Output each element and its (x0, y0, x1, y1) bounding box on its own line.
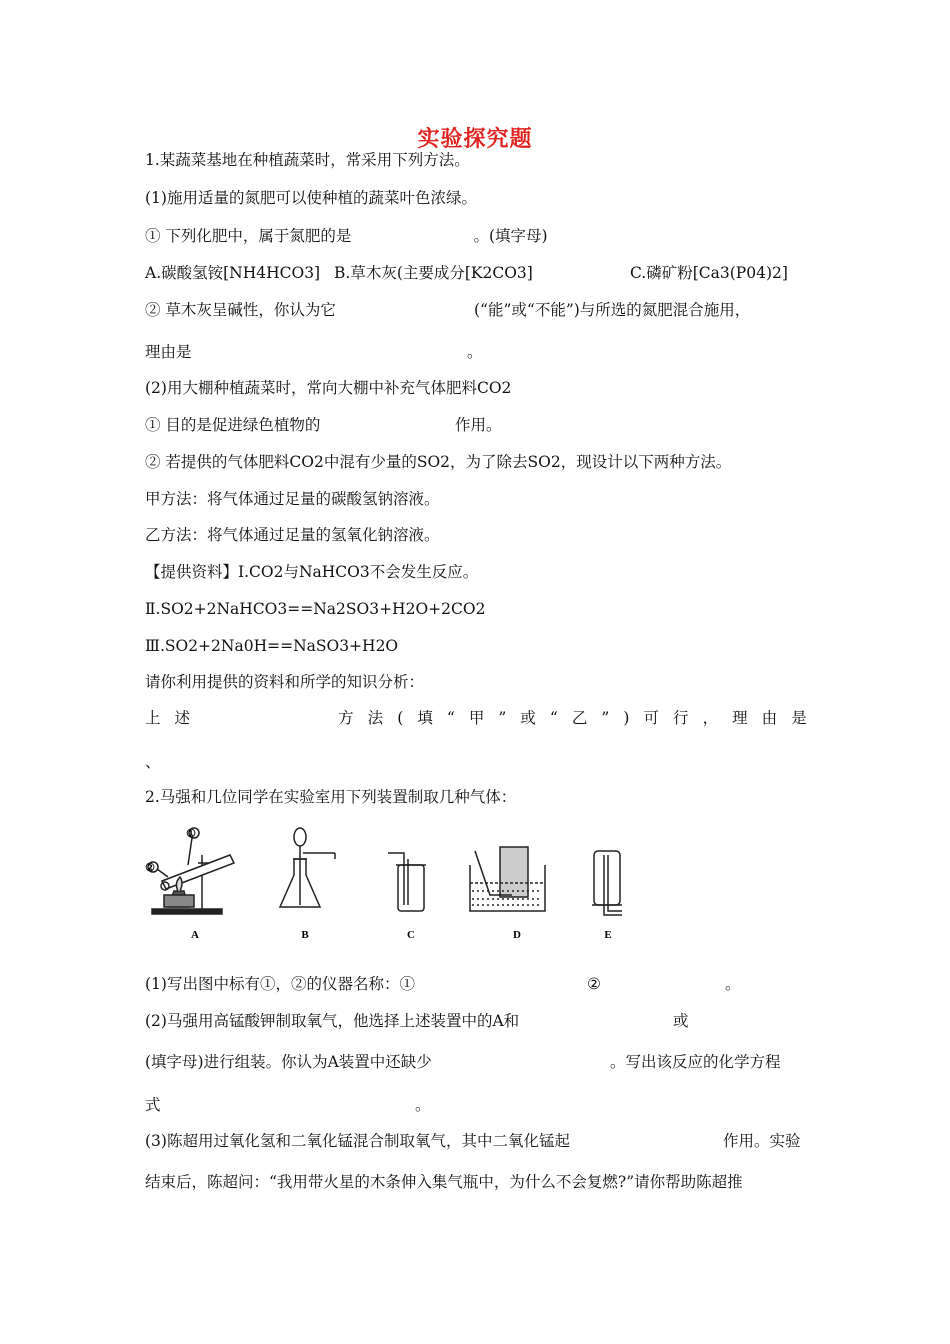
q1-part1-question2-a: ② 草木灰呈碱性，你认为它 (145, 301, 336, 319)
answer-char: ， (702, 709, 719, 727)
answer-char: “ (446, 709, 455, 727)
answer-char: ( (397, 709, 404, 727)
q2-part2-line2-b: 。写出该反应的化学方程 (610, 1053, 781, 1071)
q2-part2-line3-b: 。 (415, 1096, 431, 1114)
apparatus-a (148, 828, 234, 914)
q2-part1-c: 。 (725, 975, 741, 993)
q1-part1: (1)施用适量的氮肥可以使种植的蔬菜叶色浓绿。 (145, 189, 477, 207)
apparatus-c (388, 853, 426, 911)
q1-part2: (2)用大棚种植蔬菜时，常向大棚中补充气体肥料CO2 (145, 379, 512, 397)
q1-method-yi: 乙方法：将气体通过足量的氢氧化钠溶液。 (145, 526, 440, 544)
answer-char: 甲 (468, 709, 485, 727)
q1-reason-label: 理由是 (145, 343, 192, 361)
q1-part1-question2-b: (“能”或“不能”)与所选的氮肥混合施用， (474, 301, 751, 319)
figure-label-d: D (513, 929, 521, 941)
apparatus-b (280, 828, 335, 907)
question-text: 。(填字母) (473, 227, 548, 245)
q1-intro: 1.某蔬菜基地在种植蔬菜时，常采用下列方法。 (145, 151, 470, 169)
q1-trailing-mark: 、 (145, 753, 161, 771)
answer-char: ) (623, 709, 630, 727)
figure-label-e: E (604, 929, 612, 941)
question-text: ① 下列化肥中，属于氮肥的是 (145, 227, 352, 245)
q2-part2-b: 或 (673, 1012, 689, 1030)
answer-char: 或 (520, 709, 536, 727)
q2-part2-line3-a: 式 (145, 1096, 161, 1114)
q2-intro: 2.马强和几位同学在实验室用下列装置制取几种气体： (145, 788, 517, 806)
answer-blank (204, 708, 324, 728)
apparatus-e (592, 851, 622, 915)
figure-label-b: B (301, 929, 309, 941)
answer-char: 方 (338, 709, 354, 727)
q1-part2-question2: ② 若提供的气体肥料CO2中混有少量的SO2，为了除去SO2，现设计以下两种方法。 (145, 453, 732, 471)
q1-part2-question1-b: 作用。 (455, 416, 502, 434)
answer-char: “ (549, 709, 558, 727)
page-title: 实验探究题 (417, 126, 533, 152)
q1-option-a: A.碳酸氢铵[NH4HCO3] (145, 264, 321, 282)
answer-char: 可 (643, 709, 659, 727)
q1-analyze: 请你利用提供的资料和所学的知识分析： (145, 673, 425, 691)
q2-part3-b: 作用。实验 (723, 1132, 801, 1150)
answer-char: 述 (174, 709, 191, 727)
q1-option-b: B.草木灰(主要成分[K2CO3] (334, 264, 533, 282)
q1-info-3: Ⅲ.SO2+2Na0H==NaSO3+H2O (145, 637, 399, 655)
answer-char: 法 (367, 709, 384, 727)
q2-part1-b: ② (587, 975, 601, 993)
answer-char: 乙 (571, 709, 588, 727)
answer-char: 上 (145, 709, 161, 727)
q1-method-jia: 甲方法：将气体通过足量的碳酸氢钠溶液。 (145, 490, 440, 508)
answer-char: ” (601, 709, 610, 727)
apparatus-figure (140, 815, 640, 945)
q1-part2-question1-a: ① 目的是促进绿色植物的 (145, 416, 321, 434)
q2-part3-line2: 结束后，陈超问：“我用带火星的木条伸入集气瓶中，为什么不会复燃?”请你帮助陈超推 (145, 1173, 743, 1191)
marker-2: ② (145, 862, 155, 874)
marker-1: ① (186, 828, 196, 840)
figure-label-a: A (191, 929, 199, 941)
q1-info-1: 【提供资料】I.CO2与NaHCO3不会发生反应。 (145, 563, 479, 581)
figure-label-c: C (407, 929, 415, 941)
answer-char: 行 (673, 709, 689, 727)
answer-char: 填 (417, 709, 433, 727)
q1-answer-line (145, 708, 807, 728)
answer-char: 是 (791, 709, 807, 727)
answer-char: ” (498, 709, 507, 727)
q1-info-2: Ⅱ.SO2+2NaHCO3==Na2SO3+H2O+2CO2 (145, 600, 486, 618)
apparatus-d (470, 847, 545, 911)
q2-part2-line2-a: (填字母)进行组装。你认为A装置中还缺少 (145, 1053, 432, 1071)
q1-reason-end: 。 (467, 343, 483, 361)
answer-char: 由 (761, 709, 778, 727)
answer-char: 理 (732, 709, 748, 727)
q1-option-c: C.磷矿粉[Ca3(P04)2] (630, 264, 788, 282)
q1-part1-question1 (145, 226, 548, 246)
q2-part1-a: (1)写出图中标有①，②的仪器名称：① (145, 975, 415, 993)
q2-part2-a: (2)马强用高锰酸钾制取氧气，他选择上述装置中的A和 (145, 1012, 520, 1030)
q2-part3-a: (3)陈超用过氧化氢和二氧化锰混合制取氧气，其中二氧化锰起 (145, 1132, 570, 1150)
